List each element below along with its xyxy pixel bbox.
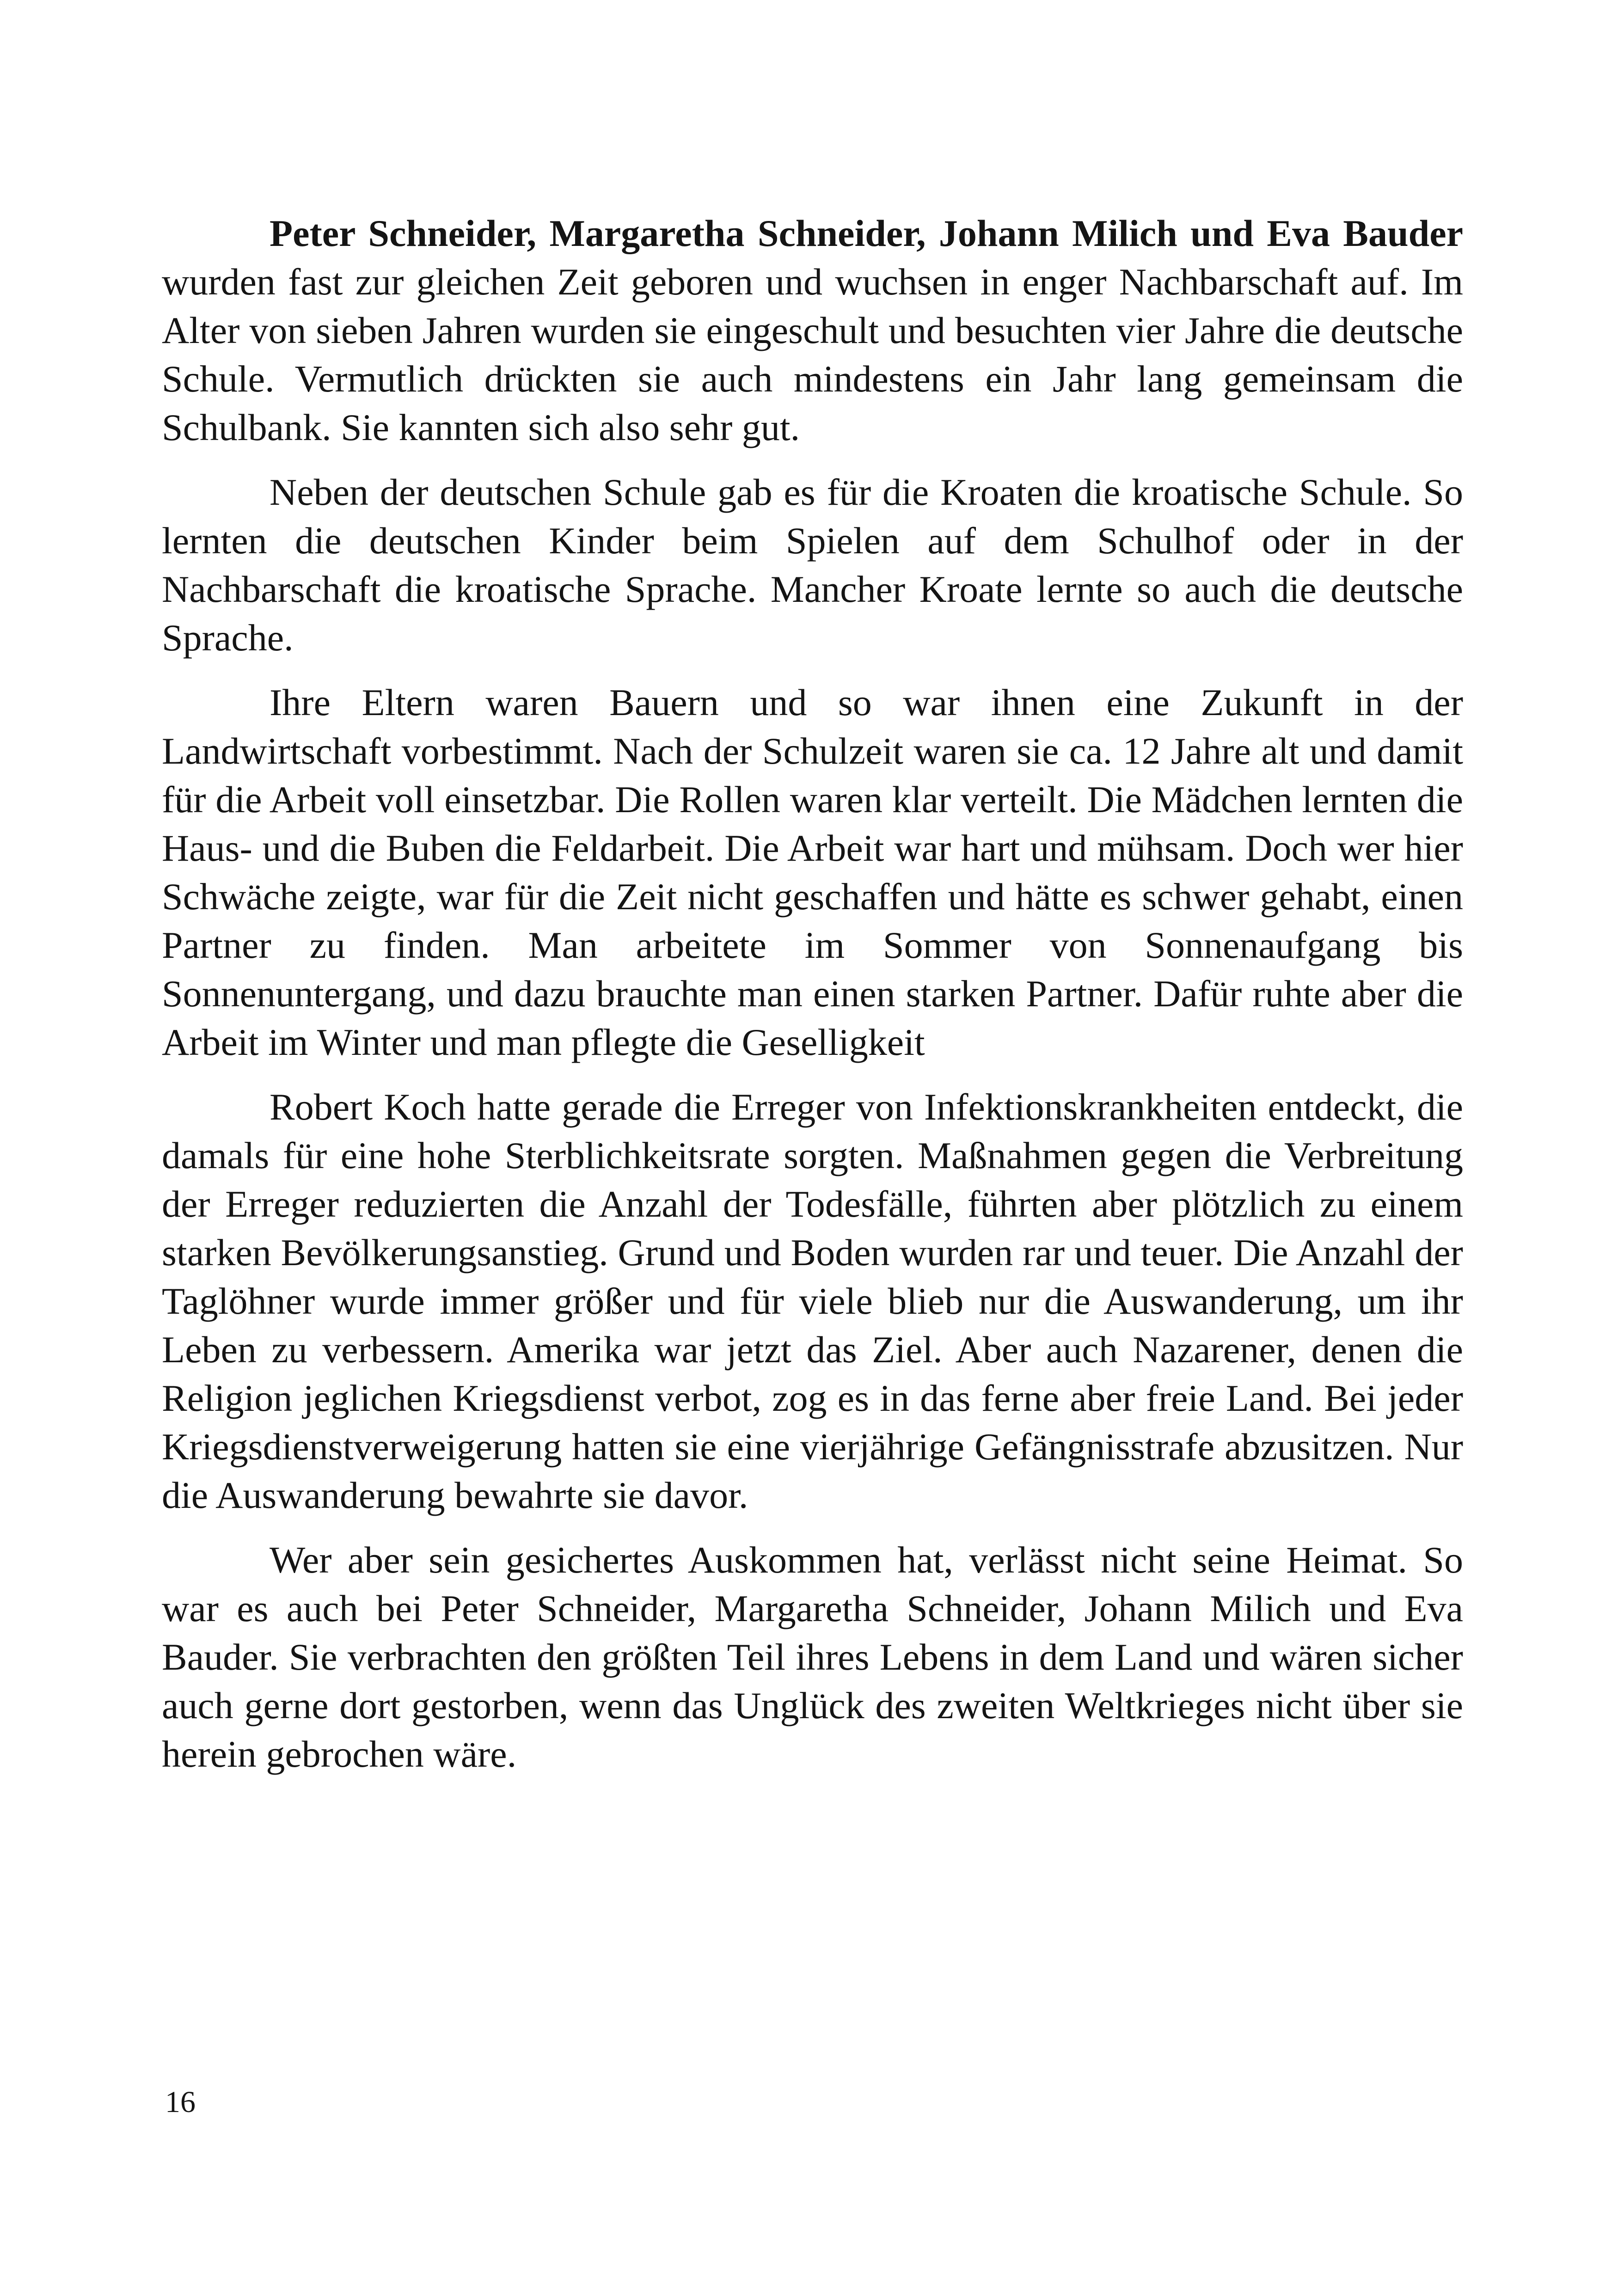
paragraph-4: Robert Koch hatte gerade die Erreger von Infektionskrankheiten entdeckt, die damals für eine hohe Sterblichkeitsrate sorgten. Maßnahmen gegen die Verbreitung der Erreger reduzierten die Anzahl der Todesfälle, führten aber plötzlich zu einem starken Bevölkerungsanstieg. Grund und Boden wurden rar und teuer. Die Anzahl der Taglöhner wurde immer größer und für viele blieb nur die Auswanderung, um ihr Leben zu verbessern. Amerika war jetzt das Ziel. Aber auch Nazarener, denen die Religion jeglichen Kriegsdienst verbot, zog es in das ferne aber freie Land. Bei jeder Kriegsdienstverweigerung hatten sie eine vierjährige Gefängnisstrafe abzusitzen. Nur die Auswanderung bewahrte sie davor. <box>162 1086 1463 1516</box>
body-text <box>162 209 1463 1794</box>
page-number: 16 <box>165 2085 196 2119</box>
paragraph-1 <box>162 209 1463 452</box>
paragraph-2: Neben der deutschen Schule gab es für die Kroaten die kroatische Schule. So lernten die deutschen Kinder beim Spielen auf dem Schulhof oder in der Nachbarschaft die kroatische Sprache. Mancher Kroate lernte so auch die deutsche Sprache. <box>162 471 1463 659</box>
paragraph-5: Wer aber sein gesichertes Auskommen hat, verlässt nicht seine Heimat. So war es auch bei Peter Schneider, Margaretha Schneider, Johann Milich und Eva Bauder. Sie verbrachten den größten Teil ihres Lebens in dem Land und wären sicher auch gerne dort gestorben, wenn das Unglück des zweiten Weltkrieges nicht über sie herein gebrochen wäre. <box>162 1539 1463 1775</box>
paragraph-1-bold-names: Peter Schneider, Margaretha Schneider, Johann Milich und Eva Bauder <box>270 212 1463 254</box>
paragraph-3: Ihre Eltern waren Bauern und so war ihnen eine Zukunft in der Landwirtschaft vorbestimmt. Nach der Schulzeit waren sie ca. 12 Jahre alt und damit für die Arbeit voll einsetzbar. Die Rollen waren klar verteilt. Die Mädchen lernten die Haus- und die Buben die Feldarbeit. Die Arbeit war hart und mühsam. Doch wer hier Schwäche zeigte, war für die Zeit nicht geschaffen und hätte es schwer gehabt, einen Partner zu finden. Man arbeitete im Sommer von Sonnenaufgang bis Sonnenuntergang, und dazu brauchte man einen starken Partner. Dafür ruhte aber die Arbeit im Winter und man pflegte die Geselligkeit <box>162 681 1463 1063</box>
paragraph-1-text: wurden fast zur gleichen Zeit geboren und wuchsen in enger Nachbarschaft auf. Im Alter von sieben Jahren wurden sie eingeschult und besuchten vier Jahre die deutsche Schule. Vermutlich drückten sie auch mindestens ein Jahr lang gemeinsam die Schulbank. Sie kannten sich also sehr gut. <box>162 261 1463 448</box>
